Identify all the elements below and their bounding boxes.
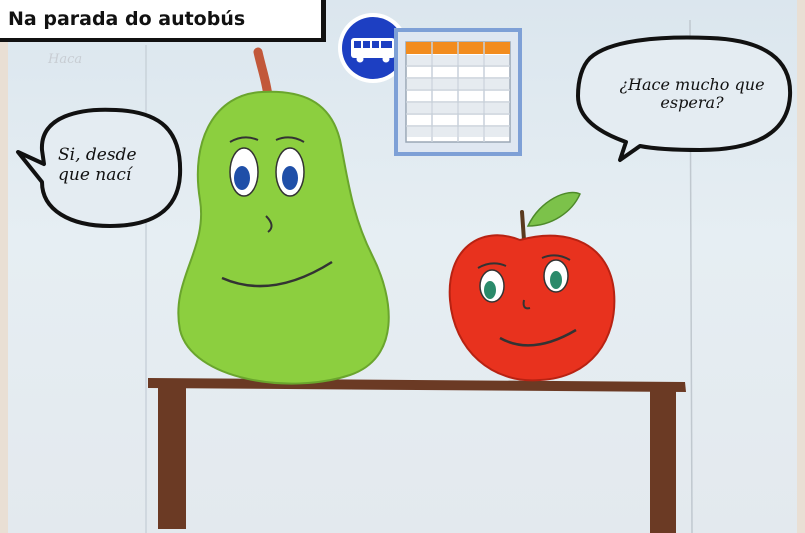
page-title: Na parada do autobús: [8, 8, 246, 30]
left-bubble-line-2: que nací: [58, 164, 132, 185]
table-icon[interactable]: [394, 28, 522, 156]
wooden-table: [148, 378, 686, 533]
right-bubble-text: [598, 76, 786, 113]
left-bubble-text: [58, 146, 176, 185]
pear-character: [178, 52, 388, 384]
apple-character: [450, 192, 615, 380]
right-bubble-line-1: ¿Hace mucho que: [619, 75, 765, 94]
right-bubble-line-2: espera?: [660, 93, 724, 113]
title-banner: [0, 0, 326, 42]
faint-scribble: Haca: [48, 52, 83, 67]
left-bubble-line-1: Si, desde: [58, 145, 137, 165]
